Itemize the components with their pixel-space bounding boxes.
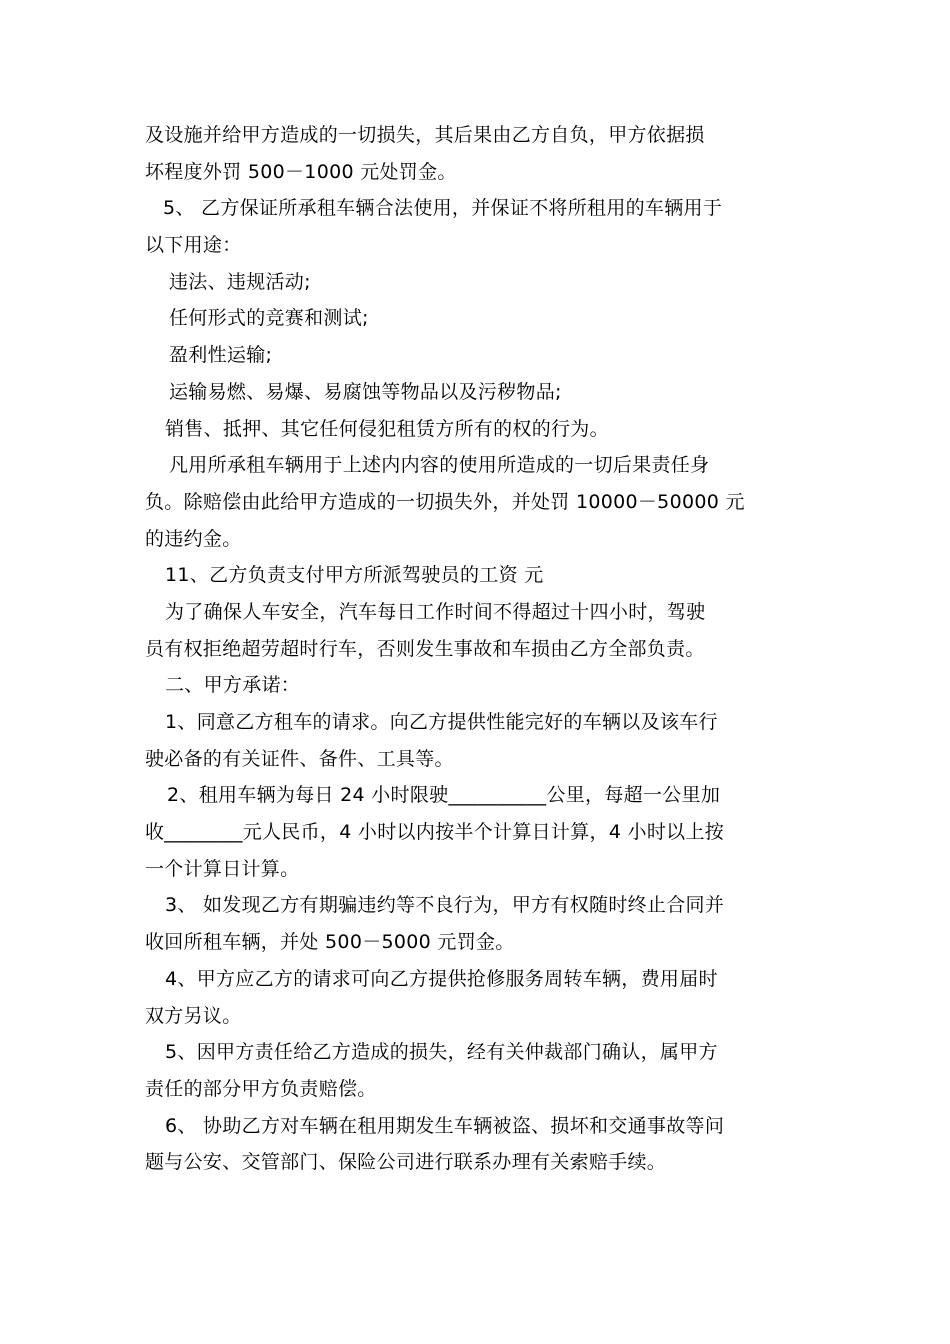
text-line: 一个计算日计算。 xyxy=(145,857,300,880)
text-line: 运输易燃、易爆、易腐蚀等物品以及污秽物品; xyxy=(169,380,562,403)
text-line: 6、 协助乙方对车辆在租用期发生车辆被盗、损坏和交通事故等问 xyxy=(165,1114,725,1137)
text-line: 及设施并给甲方造成的一切损失，其后果由乙方自负，甲方依据损 xyxy=(145,124,705,146)
text-line: 5、因甲方责任给乙方造成的损失，经有关仲裁部门确认，属甲方 xyxy=(165,1041,718,1064)
text-line: 2、租用车辆为每日 24 小时限驶__________公里，每超一公里加 xyxy=(167,784,721,807)
document-body xyxy=(145,117,810,1181)
text-line: 员有权拒绝超劳超时行车，否则发生事故和车损由乙方全部负责。 xyxy=(145,637,705,660)
text-line: 销售、抵押、其它任何侵犯租赁方所有的权的行为。 xyxy=(165,417,609,440)
text-line: 违法、违规活动; xyxy=(169,270,311,293)
text-line: 收回所租车辆，并处 500－5000 元罚金。 xyxy=(145,931,515,954)
text-line: 收________元人民币，4 小时以内按半个计算日计算，4 小时以上按 xyxy=(145,821,725,844)
text-line: 双方另议。 xyxy=(145,1004,242,1027)
text-line: 驶必备的有关证件、备件、工具等。 xyxy=(145,747,454,770)
text-line: 负。除赔偿由此给甲方造成的一切损失外，并处罚 10000－50000 元 xyxy=(145,490,745,513)
text-line: 二、甲方承诺： xyxy=(165,674,301,697)
text-line: 任何形式的竞赛和测试; xyxy=(169,307,369,330)
text-line: 1、同意乙方租车的请求。向乙方提供性能完好的车辆以及该车行 xyxy=(165,711,718,733)
text-line: 为了确保人车安全，汽车每日工作时间不得超过十四小时，驾驶 xyxy=(165,600,706,623)
text-line: 坏程度外罚 500－1000 元处罚金。 xyxy=(145,160,457,183)
text-line: 凡用所承租车辆用于上述内内容的使用所造成的一切后果责任身 xyxy=(169,454,710,477)
text-line: 以下用途： xyxy=(145,234,242,257)
text-line: 责任的部分甲方负责赔偿。 xyxy=(145,1077,377,1100)
text-line: 3、 如发现乙方有期骗违约等不良行为，甲方有权随时终止合同并 xyxy=(165,894,725,917)
text-line: 盈利性运输; xyxy=(169,344,273,367)
text-line: 4、甲方应乙方的请求可向乙方提供抢修服务周转车辆，费用届时 xyxy=(165,967,718,990)
text-line: 的违约金。 xyxy=(145,527,242,550)
text-line: 5、 乙方保证所承租车辆合法使用，并保证不将所租用的车辆用于 xyxy=(163,197,723,220)
text-line: 11、乙方负责支付甲方所派驾驶员的工资 元 xyxy=(165,564,544,587)
text-line: 题与公安、交管部门、保险公司进行联系办理有关索赔手续。 xyxy=(145,1151,667,1174)
